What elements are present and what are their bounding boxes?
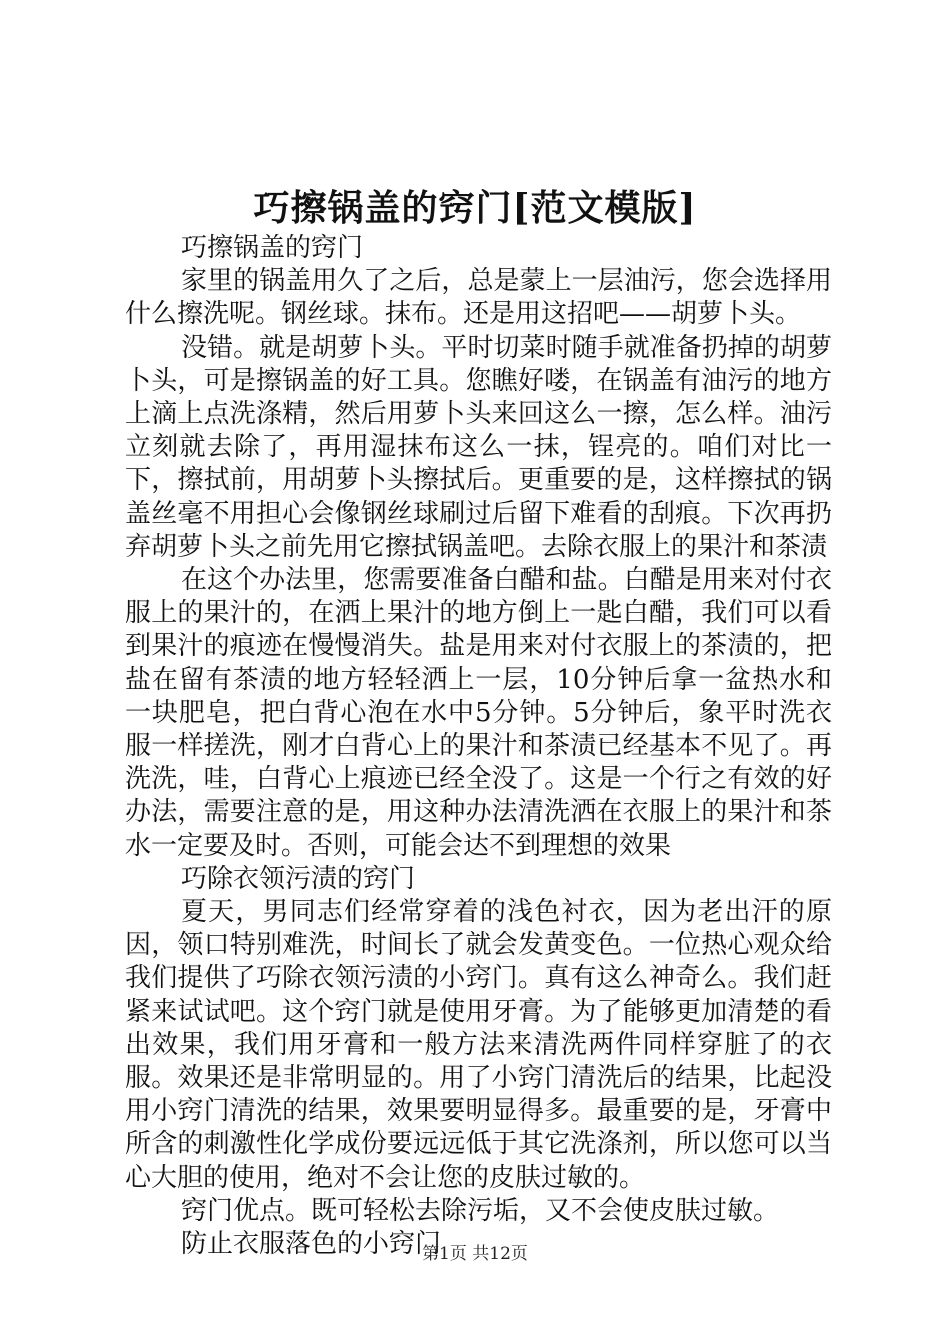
paragraph-collar-method: 夏天，男同志们经常穿着的浅色衬衣，因为老出汗的原因，领口特别难洗，时间长了就会发黄变色。一位热心观众给我们提供了巧除衣领污渍的小窍门。真有这么神奇么。我们赶紧来试试吧。这个窍门就是使用牙膏。为了能够更加清楚的看出效果，我们用牙膏和一般方法来清洗两件同样穿脏了的衣服。效果还是非常明显的。用了小窍门清洗后的结果，比起没用小窍门清洗的结果，效果要明显得多。最重要的是，牙膏中所含的刺激性化学成份要远远低于其它洗涤剂，所以您可以当心大胆的使用，绝对不会让您的皮肤过敏的。 xyxy=(125,897,832,1193)
paragraph-carrot-method: 没错。就是胡萝卜头。平时切菜时随手就准备扔掉的胡萝卜头，可是擦锅盖的好工具。您瞧好喽，在锅盖有油污的地方上滴上点洗涤精，然后用萝卜头来回这么一擦，怎么样。油污立刻就去除了，再用湿抹布这么一抹，锃亮的。咱们对比一下，擦拭前，用胡萝卜头擦拭后。更重要的是，这样擦拭的锅盖丝毫不用担心会像钢丝球刷过后留下难看的刮痕。下次再扔弃胡萝卜头之前先用它擦拭锅盖吧。去除衣服上的果汁和茶渍 xyxy=(125,332,832,562)
document-title: 巧擦锅盖的窍门[范文模版] xyxy=(253,187,697,229)
paragraph-advantages: 窍门优点。既可轻松去除污垢，又不会使皮肤过敏。 xyxy=(181,1195,780,1226)
paragraph-subtitle-pot-lid: 巧擦锅盖的窍门 xyxy=(181,233,364,263)
paragraph-juice-tea-stains: 在这个办法里，您需要准备白醋和盐。白醋是用来对付衣服上的果汁的，在洒上果汁的地方倒上一匙白醋，我们可以看到果汁的痕迹在慢慢消失。盐是用来对付衣服上的茶渍的，把盐在留有茶渍的地方轻轻洒上一层，10分钟后拿一盆热水和一块肥皂，把白背心泡在水中5分钟。5分钟后，象平时洗衣服一样搓洗，刚才白背心上的果汁和茶渍已经基本不见了。再洗洗，哇，白背心上痕迹已经全没了。这是一个行之有效的好办法，需要注意的是，用这种办法清洗洒在衣服上的果汁和茶水一定要及时。否则，可能会达不到理想的效果 xyxy=(125,565,832,861)
page-footer: 第1页 共12页 xyxy=(422,1244,528,1264)
paragraph-subtitle-collar: 巧除衣领污渍的窍门 xyxy=(181,863,416,894)
document-body xyxy=(125,232,832,1261)
paragraph-intro: 家里的锅盖用久了之后，总是蒙上一层油污，您会选择用什么擦洗呢。钢丝球。抹布。还是用这招吧——胡萝卜头。 xyxy=(125,266,832,330)
paragraph-subtitle-color-fade: 防止衣服落色的小窍门 xyxy=(181,1229,442,1260)
